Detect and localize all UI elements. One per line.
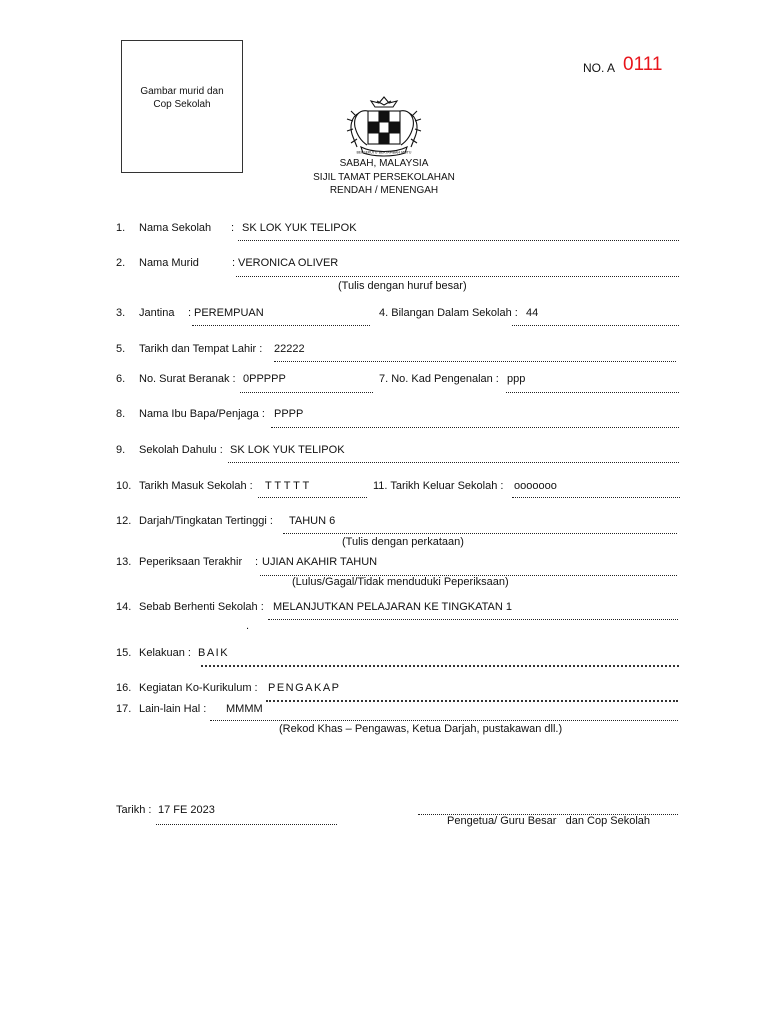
field-13-value: UJIAN AKAHIR TAHUN [262, 556, 378, 568]
coat-of-arms-icon [339, 95, 429, 160]
field-12-note: (Tulis dengan perkataan) [342, 536, 464, 548]
field-7-line [506, 392, 679, 393]
field-6-line [240, 392, 373, 393]
field-10-value: T T T T T [265, 480, 310, 492]
field-16-number: 16. [116, 682, 132, 694]
field-1-separator: : [231, 222, 235, 234]
field-17-label: Lain-lain Hal : [139, 703, 207, 715]
field-14-extra: . [246, 620, 250, 632]
field-2-note: (Tulis dengan huruf besar) [338, 280, 467, 292]
field-5-number: 5. [116, 343, 126, 355]
field-1-line [238, 240, 679, 241]
field-12-number: 12. [116, 515, 132, 527]
field-4-label: 4. Bilangan Dalam Sekolah : [379, 307, 518, 319]
field-15-label: Kelakuan : [139, 647, 191, 659]
student-photo-box [121, 40, 243, 173]
field-2-separator: : [232, 257, 236, 269]
signature-label: Pengetua/ Guru Besar dan Cop Sekolah [447, 815, 651, 827]
field-14-value: MELANJUTKAN PELAJARAN KE TINGKATAN 1 [273, 601, 513, 613]
field-16-value: PENGAKAP [268, 682, 341, 694]
svg-text:BERSEKUTU BERTAMBAH MUTU: BERSEKUTU BERTAMBAH MUTU [356, 150, 412, 155]
field-13-number: 13. [116, 556, 132, 568]
field-11-line [512, 497, 680, 498]
field-17-line [210, 720, 678, 721]
serial-number: 0111 [623, 54, 663, 75]
field-2-number: 2. [116, 257, 126, 269]
field-15-value: BAIK [198, 647, 230, 659]
field-6-number: 6. [116, 373, 126, 385]
field-8-line [271, 427, 679, 428]
field-12-label: Darjah/Tingkatan Tertinggi : [139, 515, 273, 527]
date-label: Tarikh : [116, 804, 152, 816]
header-subtitle: RENDAH / MENENGAH [329, 185, 439, 196]
field-3-number: 3. [116, 307, 126, 319]
field-9-label: Sekolah Dahulu : [139, 444, 223, 456]
field-16-label: Kegiatan Ko-Kurikulum : [139, 682, 258, 694]
field-14-label: Sebab Berhenti Sekolah : [139, 601, 264, 613]
field-3-label: Jantina [139, 307, 175, 319]
field-17-note: (Rekod Khas – Pengawas, Ketua Darjah, pustakawan dll.) [279, 723, 563, 735]
field-10-number: 10. [116, 480, 132, 492]
field-9-line [228, 462, 679, 463]
date-line [156, 824, 337, 825]
field-17-number: 17. [116, 703, 132, 715]
field-14-line [268, 619, 678, 620]
field-10-label: Tarikh Masuk Sekolah : [139, 480, 253, 492]
date-value: 17 FE 2023 [158, 804, 215, 816]
field-2-line [236, 276, 679, 277]
header-state: SABAH, MALAYSIA [339, 158, 429, 169]
field-13-note: (Lulus/Gagal/Tidak menduduki Peperiksaan) [292, 576, 509, 588]
field-14-number: 14. [116, 601, 132, 613]
field-3-separator: : [188, 307, 192, 319]
field-2-value: VERONICA OLIVER [238, 257, 339, 269]
field-3-line [192, 325, 370, 326]
field-7-label: 7. No. Kad Pengenalan : [379, 373, 499, 385]
field-11-label: 11. Tarikh Keluar Sekolah : [373, 480, 504, 492]
field-4-value: 44 [526, 307, 539, 319]
field-12-line [283, 533, 677, 534]
field-7-value: ppp [507, 373, 526, 385]
field-5-line [274, 361, 676, 362]
field-6-value: 0PPPPP [243, 373, 286, 385]
field-10-line [258, 497, 367, 498]
field-12-value: TAHUN 6 [289, 515, 336, 527]
field-15-line [201, 665, 679, 667]
field-1-label: Nama Sekolah [139, 222, 212, 234]
field-1-value: SK LOK YUK TELIPOK [242, 222, 357, 234]
field-5-value: 22222 [274, 343, 305, 355]
field-5-label: Tarikh dan Tempat Lahir : [139, 343, 263, 355]
serial-label: NO. A [583, 61, 616, 75]
photo-box-line1: Gambar murid dan [140, 86, 224, 97]
field-1-number: 1. [116, 222, 126, 234]
field-17-value: MMMM [226, 703, 263, 715]
field-4-line [512, 325, 679, 326]
field-9-number: 9. [116, 444, 126, 456]
field-2-label: Nama Murid [139, 257, 199, 269]
field-8-value: PPPP [274, 408, 304, 420]
field-3-value: PEREMPUAN [194, 307, 264, 319]
field-16-line [266, 700, 678, 702]
photo-box-line2: Cop Sekolah [153, 99, 211, 110]
field-11-value: ooooooo [514, 480, 557, 492]
field-13-label: Peperiksaan Terakhir [139, 556, 243, 568]
field-6-label: No. Surat Beranak : [139, 373, 236, 385]
field-8-label: Nama Ibu Bapa/Penjaga : [139, 408, 265, 420]
field-9-value: SK LOK YUK TELIPOK [230, 444, 345, 456]
field-8-number: 8. [116, 408, 126, 420]
header-title: SIJIL TAMAT PERSEKOLAHAN [313, 172, 455, 183]
field-13-separator: : [255, 556, 259, 568]
field-15-number: 15. [116, 647, 132, 659]
